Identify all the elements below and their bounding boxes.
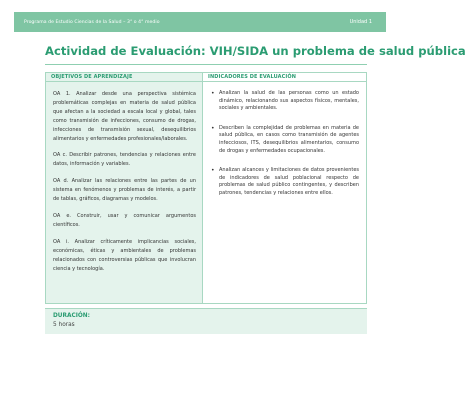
bullet-icon: •: [211, 90, 215, 97]
indicators-list: [203, 82, 366, 198]
objectives-column: [46, 73, 202, 303]
indicator-text: Describen la complejidad de problemas en materia de salud pública, en casos como transmisión de agentes infecciosos, ITS, desequilibrios alimentarios, consumo de drogas y enfermedades ocupacionales.: [219, 124, 359, 154]
indicator-item: [211, 90, 359, 113]
evaluation-table: [45, 72, 367, 304]
indicator-text: Analizan alcances y limitaciones de datos provenientes de indicadores de salud poblacional respecto de problemas de salud público contingentes, y describen patrones, tendencias y relaciones entre ellos.: [219, 167, 359, 196]
indicator-item: [211, 124, 359, 155]
bullet-icon: •: [211, 124, 215, 132]
objective-item: OA c. Describir patrones, tendencias y relaciones entre datos, información y variables.: [53, 152, 196, 168]
duration-label: DURACIÓN:: [53, 313, 90, 319]
header-bar: [14, 12, 386, 32]
program-name: Programa de Estudio Ciencias de la Salud – 3° o 4° medio: [24, 19, 160, 25]
objective-item: OA d. Analizar las relaciones entre las partes de un sistema en fenómenos y problemas de interés, a partir de tablas, gráficos, diagramas y modelos.: [53, 178, 196, 203]
unit-label: Unidad 1: [349, 19, 372, 25]
indicators-column: [202, 73, 366, 303]
duration-value: 5 horas: [53, 322, 75, 328]
objectives-list: [46, 82, 202, 273]
title-divider: [45, 64, 367, 65]
indicator-text: Analizan la salud de las personas como un estado dinámico, relacionando sus aspectos físicos, mentales, sociales y ambientales.: [219, 90, 359, 112]
page-title: Actividad de Evaluación: VIH/SIDA un problema de salud pública: [45, 44, 466, 58]
duration-box: [45, 308, 367, 334]
objectives-heading: OBJETIVOS DE APRENDIZAJE: [46, 73, 202, 82]
bullet-icon: •: [211, 167, 215, 175]
indicators-heading: INDICADORES DE EVALUACIÓN: [203, 73, 366, 82]
objective-item: OA 1. Analizar desde una perspectiva sistémica problemáticas complejas en materia de salud pública que afectan a la sociedad a escala local y global, tales como transmisión de infecciones, consumo de drogas, infecciones de transmisión sexual, desequilibrios alimentarios y enfermedades profesionales/laborales.: [53, 91, 196, 142]
objective-item: OA e. Construir, usar y comunicar argumentos científicos.: [53, 212, 196, 228]
indicator-item: [211, 167, 359, 197]
objective-item: OA i. Analizar críticamente implicancias sociales, económicas, éticas y ambientales de problemas relacionados con controversias públicas que involucran ciencia y tecnología.: [53, 238, 196, 272]
